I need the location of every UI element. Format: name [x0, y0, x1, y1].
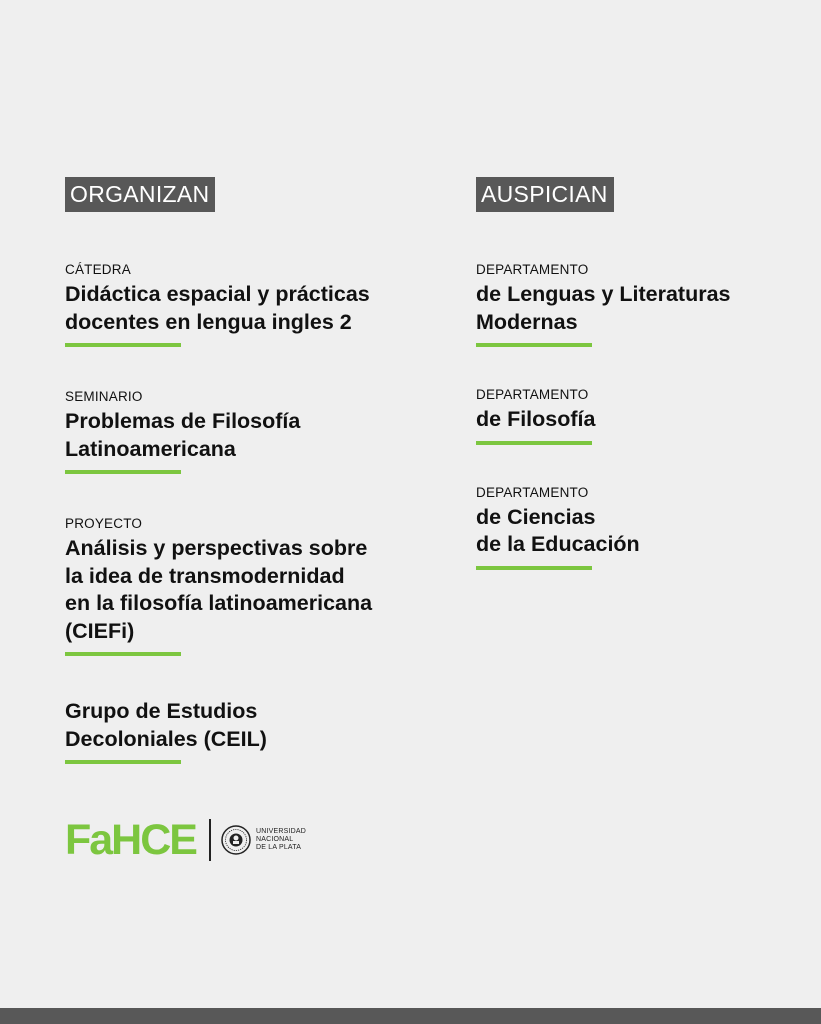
- sponsors-column: [476, 177, 796, 610]
- organizers-column: [65, 177, 435, 806]
- organizers-heading: ORGANIZAN: [65, 177, 215, 212]
- entry-name-line: Análisis y perspectivas sobre: [65, 536, 368, 560]
- institution-logos: [65, 817, 306, 863]
- organizer-entry: [65, 516, 435, 656]
- entry-kicker: DEPARTAMENTO: [476, 387, 589, 402]
- entry-name-line: (CIEFi): [65, 618, 135, 643]
- entry-name-line: en la filosofía latinoamericana: [65, 591, 373, 615]
- organizer-entry: [65, 698, 435, 764]
- entry-name-line: Modernas: [476, 309, 578, 334]
- entry-name-line: docentes en lengua ingles 2: [65, 309, 352, 334]
- unlp-wordmark-line: UNIVERSIDAD: [255, 828, 307, 835]
- sponsor-entry: [476, 262, 796, 347]
- unlp-seal-icon: [221, 825, 251, 855]
- entry-name-line: de Filosofía: [476, 407, 596, 431]
- unlp-wordmark: [256, 828, 306, 852]
- entry-name-line: Decoloniales (CEIL): [65, 726, 267, 751]
- green-underline: [65, 470, 181, 474]
- entry-name: [65, 281, 435, 336]
- sponsor-entry: [476, 485, 796, 570]
- entry-name-line: la idea de transmodernidad: [65, 563, 345, 588]
- green-underline: [476, 343, 592, 347]
- entry-name: [65, 698, 435, 753]
- entry-kicker: CÁTEDRA: [65, 262, 131, 277]
- entry-name-line: de Lenguas y Literaturas: [476, 282, 731, 306]
- entry-name: [476, 281, 796, 336]
- entry-name: [476, 406, 796, 434]
- green-underline: [65, 652, 181, 656]
- organizer-entry: [65, 389, 435, 474]
- green-underline: [65, 343, 181, 347]
- fahce-logo: FaHCE: [65, 816, 196, 864]
- entry-name-line: Grupo de Estudios: [65, 699, 258, 723]
- entry-name: [476, 504, 796, 559]
- entry-name-line: Latinoamericana: [65, 436, 236, 461]
- logo-divider: [209, 819, 211, 861]
- entry-name-line: de la Educación: [476, 532, 640, 556]
- green-underline: [476, 566, 592, 570]
- green-underline: [65, 760, 181, 764]
- sponsors-heading: AUSPICIAN: [476, 177, 614, 212]
- green-underline: [476, 441, 592, 445]
- entry-kicker: DEPARTAMENTO: [476, 262, 589, 277]
- unlp-wordmark-line: DE LA PLATA: [255, 844, 302, 851]
- entry-name-line: Didáctica espacial y prácticas: [65, 282, 370, 306]
- entry-name-line: Problemas de Filosofía: [65, 409, 301, 433]
- sponsor-entry: [476, 387, 796, 445]
- entry-name-line: de Ciencias: [476, 504, 596, 529]
- entry-kicker: DEPARTAMENTO: [476, 484, 589, 500]
- organizer-entry: [65, 262, 435, 347]
- entry-kicker: PROYECTO: [65, 516, 143, 531]
- unlp-wordmark-line: NACIONAL: [255, 836, 294, 843]
- entry-name: [65, 408, 435, 463]
- entry-name: [65, 535, 435, 645]
- entry-kicker: SEMINARIO: [65, 389, 143, 404]
- bottom-bar: [0, 1008, 821, 1024]
